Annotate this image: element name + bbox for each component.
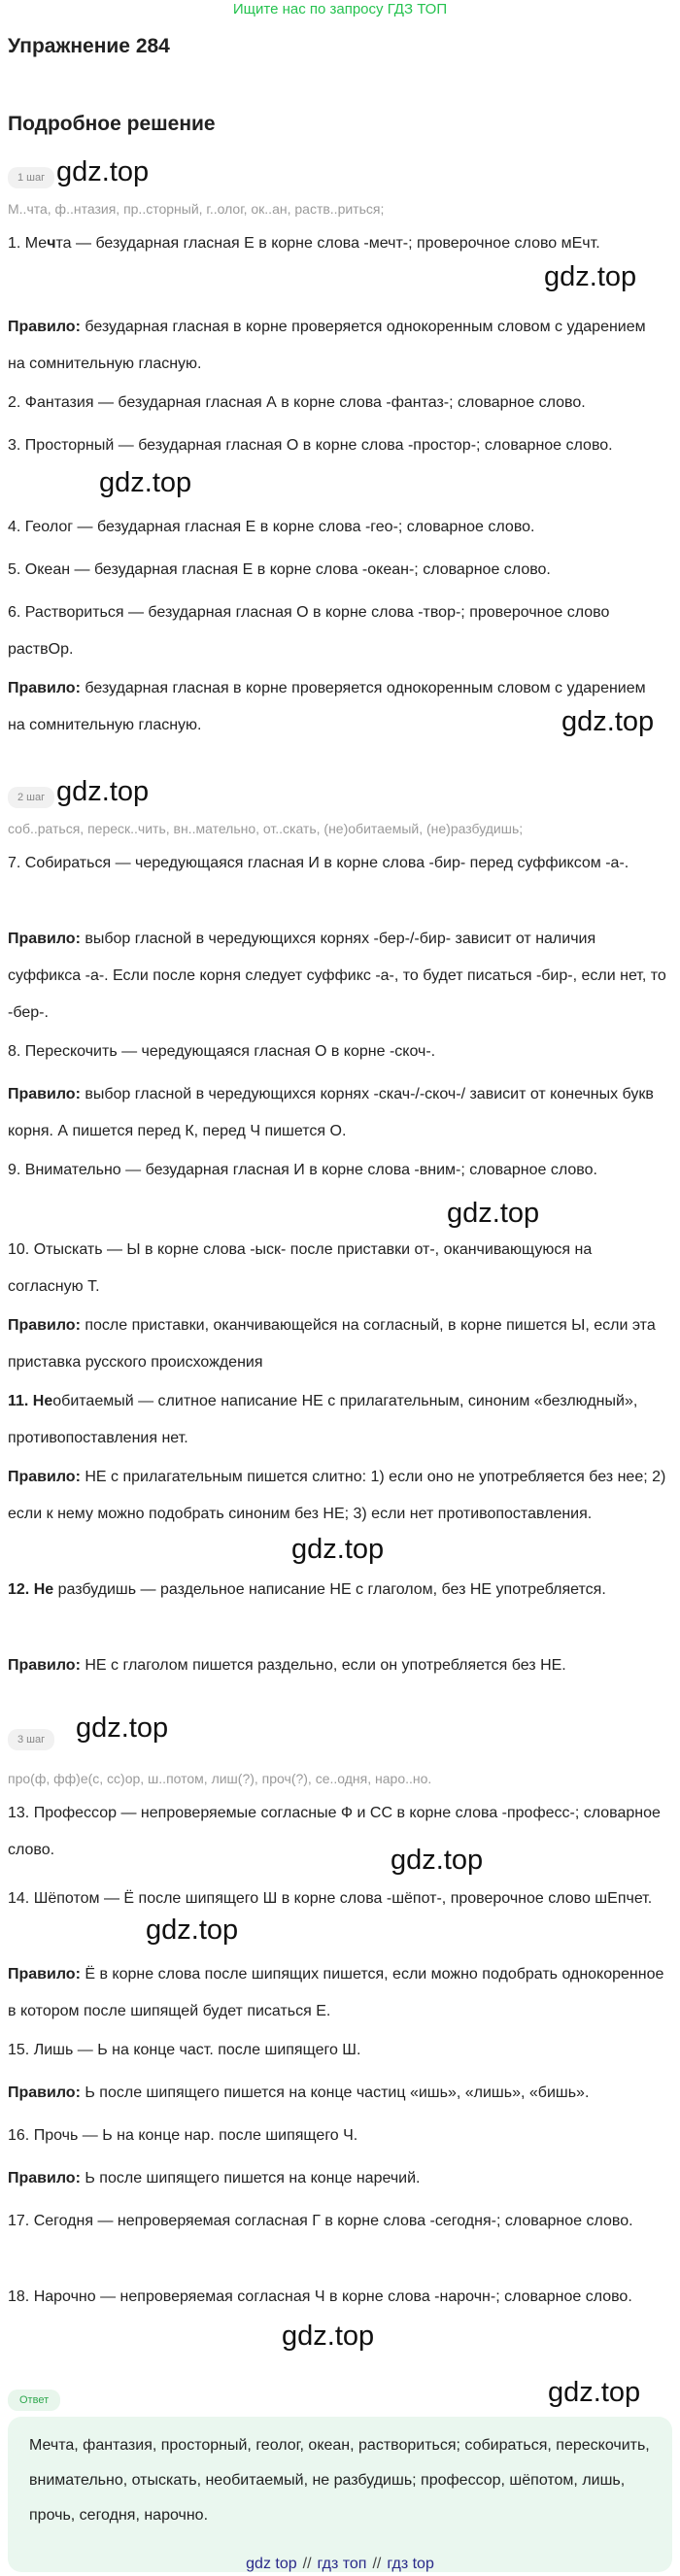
watermark: gdz.top	[146, 1915, 239, 1946]
solution-item-12: 12. Не разбудишь — раздельное написание НЕ с глаголом, без НЕ употребляется.	[8, 1581, 606, 1598]
rule-item: Правило: НЕ с глаголом пишется раздельно, если он употребляется без НЕ.	[8, 1657, 566, 1674]
rule-item: Правило: НЕ с прилагательным пишется слитно: 1) если оно не употребляется без нее; 2) если к нему можно подобрать синоним без НЕ; 3) если нет противопоставления.	[8, 1469, 666, 1522]
step-badge: 3 шаг	[8, 1729, 54, 1750]
promo-banner[interactable]: Ищите нас по запросу ГДЗ ТОП	[232, 1, 448, 17]
watermark: gdz.top	[561, 706, 655, 737]
solution-item-8: 8. Перескочить — чередующаяся гласная О в корне -скоч-.	[8, 1043, 436, 1060]
solution-item-2: 2. Фантазия — безударная гласная А в корне слова -фантаз-; словарное слово.	[8, 394, 586, 411]
rule-item: Правило: выбор гласной в чередующихся корнях -бер-/-бир- зависит от наличия суффикса -а-. Если после корня следует суффикс -а-, то будет писаться -бир-, если нет, то -бер-.	[8, 931, 666, 1021]
solution-item-6: 6. Раствориться — безударная гласная О в корне слова -твор-; проверочное слово раствОр.	[8, 604, 610, 658]
solution-item-11: 11. Необитаемый — слитное написание НЕ с прилагательным, синоним «безлюдный», противопоставления нет.	[8, 1393, 638, 1446]
rule-item: Правило: безударная гласная в корне проверяется однокоренным словом с ударением на сомнительную гласную.	[8, 680, 646, 733]
footer-link[interactable]: гдз top	[387, 2556, 434, 2572]
rule-item: Правило: Ь после шипящего пишется на конце частиц «ишь», «лишь», «бишь».	[8, 2085, 590, 2101]
step-badge: 1 шаг	[8, 167, 54, 188]
watermark: gdz.top	[99, 467, 192, 498]
watermark: gdz.top	[56, 776, 150, 807]
watermark: gdz.top	[447, 1198, 540, 1229]
solution-item-18: 18. Нарочно — непроверяемая согласная Ч в корне слова -нарочн-; словарное слово.	[8, 2288, 632, 2305]
solution-item-1: 1. Мечта — безударная гласная Е в корне слова -мечт-; проверочное слово мЕчт.	[8, 235, 600, 252]
watermark: gdz.top	[291, 1534, 385, 1565]
step-hint: про(ф, фф)е(с, сс)ор, ш..потом, лиш(?), проч(?), се..одня, наро..но.	[8, 1771, 432, 1786]
watermark: gdz.top	[391, 1845, 484, 1876]
solution-item-7: 7. Собираться — чередующаяся гласная И в корне слова -бир- перед суффиксом -а-.	[8, 855, 629, 871]
footer-separator: //	[302, 2556, 312, 2572]
page-title: Упражнение 284	[8, 35, 170, 57]
step-badge: 2 шаг	[8, 787, 54, 808]
solution-item-17: 17. Сегодня — непроверяемая согласная Г в корне слова -сегодня-; словарное слово.	[8, 2213, 633, 2229]
rule-item: Правило: выбор гласной в чередующихся корнях -скач-/-скоч-/ зависит от конечных букв корня. А пишется перед К, перед Ч пишется О.	[8, 1086, 654, 1139]
solution-item-16: 16. Прочь — Ь на конце нар. после шипящего Ч.	[8, 2127, 358, 2144]
solution-item-10: 10. Отыскать — Ы в корне слова -ыск- после приставки от-, оканчивающуюся на согласную Т.	[8, 1241, 593, 1295]
footer-links	[0, 2553, 680, 2576]
solution-item-5: 5. Океан — безударная гласная Е в корне слова -океан-; словарное слово.	[8, 561, 551, 578]
solution-item-4: 4. Геолог — безударная гласная Е в корне слова -гео-; словарное слово.	[8, 519, 535, 535]
step-hint: соб..раться, переск..чить, вн..мательно, от..скать, (не)обитаемый, (не)разбудишь;	[8, 821, 524, 836]
watermark: gdz.top	[544, 261, 637, 292]
watermark: gdz.top	[282, 2321, 375, 2352]
solution-item-14: 14. Шёпотом — Ё после шипящего Ш в корне слова -шёпот-, проверочное слово шЕпчет.	[8, 1890, 653, 1907]
section-title: Подробное решение	[8, 113, 216, 135]
solution-item-3: 3. Просторный — безударная гласная О в корне слова -простор-; словарное слово.	[8, 437, 613, 454]
step-hint: М..чта, ф..нтазия, пр..сторный, г..олог, ок..ан, раств..риться;	[8, 201, 385, 217]
answer-badge: Ответ	[8, 2390, 60, 2411]
solution-item-13: 13. Профессор — непроверяемые согласные Ф и СС в корне слова -професс-; словарное слово.	[8, 1805, 661, 1858]
footer-separator: //	[372, 2556, 382, 2572]
answer-box: Мечта, фантазия, просторный, геолог, океан, раствориться; собираться, перескочить, внимательно, отыскать, необитаемый, не разбудишь; профессор, шёпотом, лишь, прочь, сегодня, нарочно.	[8, 2417, 672, 2572]
solution-item-15: 15. Лишь — Ь на конце част. после шипящего Ш.	[8, 2042, 361, 2058]
footer-link[interactable]: gdz top	[246, 2556, 297, 2572]
rule-item: Правило: Ё в корне слова после шипящих пишется, если можно подобрать однокоренное в котором после шипящей будет писаться Е.	[8, 1966, 664, 2019]
footer-link[interactable]: гдз топ	[317, 2556, 367, 2572]
solution-item-9: 9. Внимательно — безударная гласная И в корне слова -вним-; словарное слово.	[8, 1162, 597, 1178]
rule-item: Правило: безударная гласная в корне проверяется однокоренным словом с ударением на сомнительную гласную.	[8, 319, 646, 372]
watermark: gdz.top	[76, 1712, 169, 1744]
rule-item: Правило: Ь после шипящего пишется на конце наречий.	[8, 2170, 421, 2186]
watermark: gdz.top	[56, 156, 150, 187]
rule-item: Правило: после приставки, оканчивающейся на согласный, в корне пишется Ы, если эта приставка русского происхождения	[8, 1317, 656, 1371]
watermark: gdz.top	[548, 2377, 641, 2408]
